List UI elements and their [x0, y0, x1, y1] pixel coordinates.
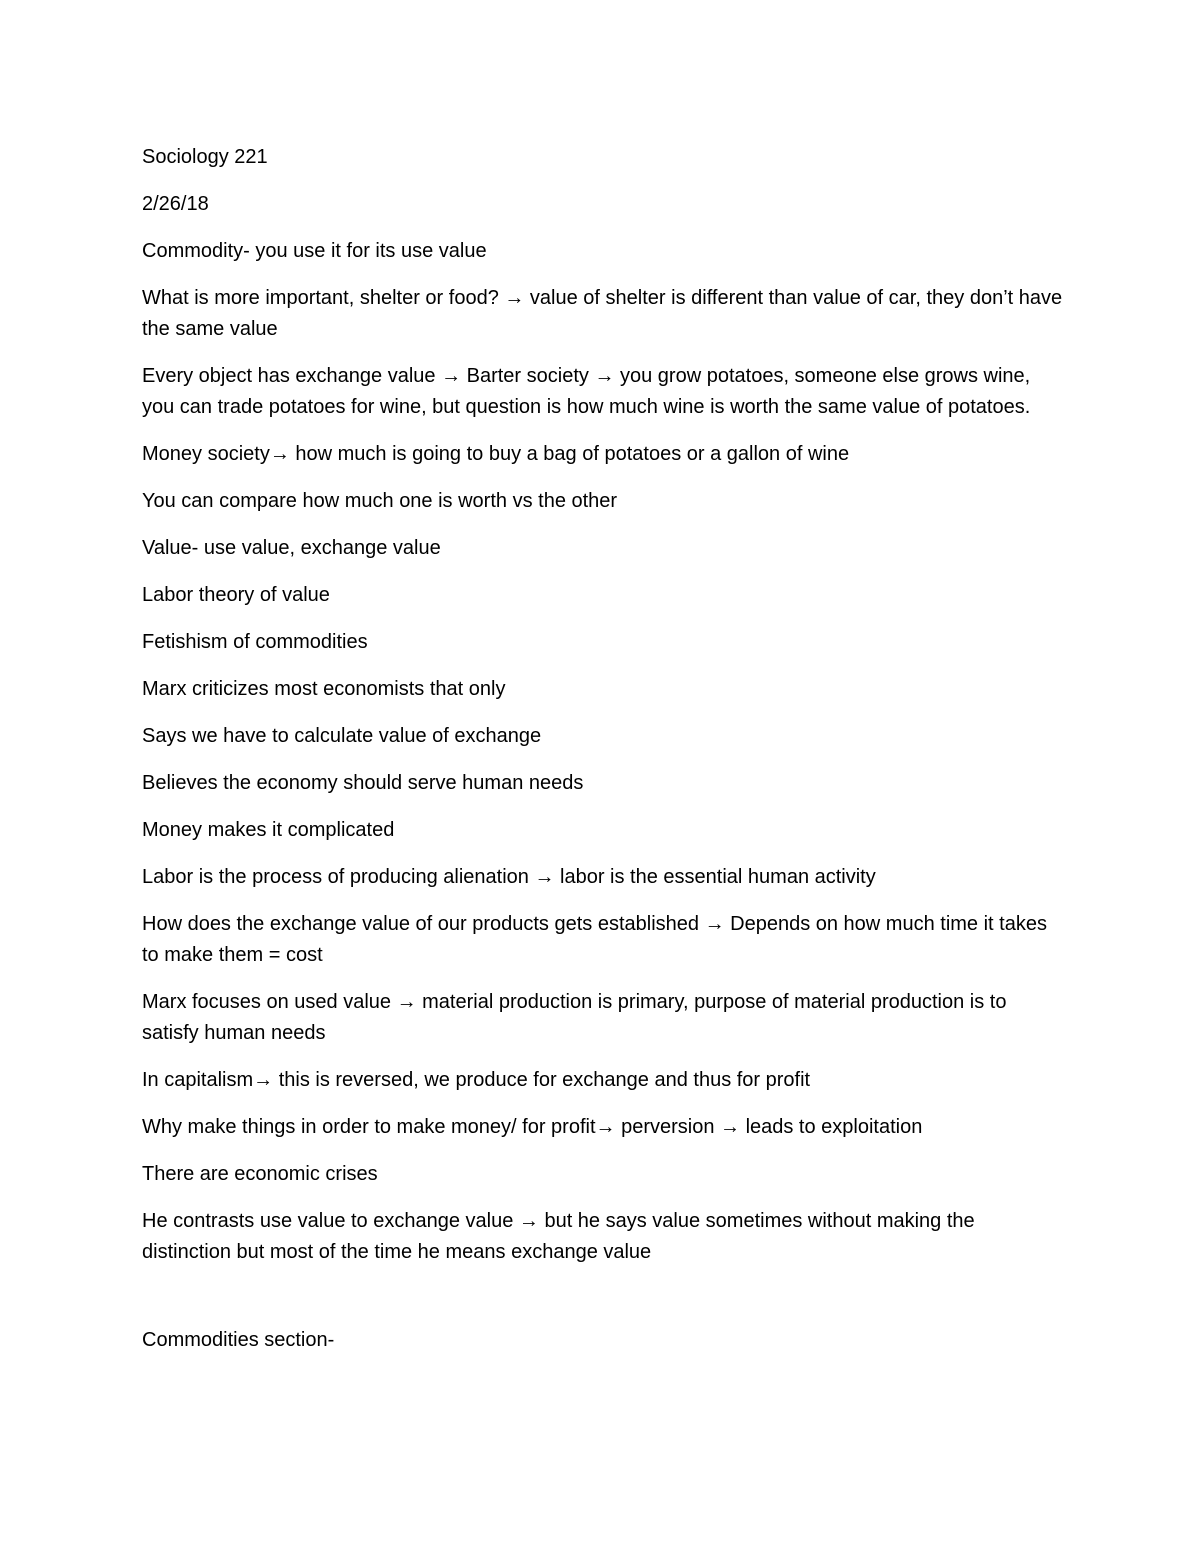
section-heading: Commodities section- — [142, 1329, 335, 1351]
note-paragraph: Labor is the process of producing alienation → labor is the essential human activity — [142, 866, 876, 888]
note-paragraph: You can compare how much one is worth vs the other — [142, 490, 618, 512]
note-paragraph: Marx criticizes most economists that only — [142, 678, 506, 700]
note-date: 2/26/18 — [142, 193, 209, 215]
note-paragraph: Commodity- you use it for its use value — [142, 240, 487, 262]
note-paragraph: Fetishism of commodities — [142, 631, 368, 653]
note-paragraph: In capitalism→ this is reversed, we produce for exchange and thus for profit — [142, 1069, 811, 1091]
note-paragraph: There are economic crises — [142, 1163, 378, 1185]
note-paragraph: How does the exchange value of our products gets established → Depends on how much time it takes to make them = cost — [142, 913, 1053, 966]
note-paragraph: Marx focuses on used value → material production is primary, purpose of material production is to satisfy human needs — [142, 991, 1013, 1044]
note-paragraph: Says we have to calculate value of exchange — [142, 725, 542, 747]
note-paragraph: Believes the economy should serve human needs — [142, 772, 584, 794]
note-paragraph: He contrasts use value to exchange value → but he says value sometimes without making the distinction but most of the time he means exchange value — [142, 1210, 981, 1263]
note-paragraph: Money makes it complicated — [142, 819, 395, 841]
document-page — [142, 142, 1067, 1372]
note-paragraph: Labor theory of value — [142, 584, 330, 606]
note-paragraph: Money society→ how much is going to buy a bag of potatoes or a gallon of wine — [142, 443, 850, 465]
course-title: Sociology 221 — [142, 146, 268, 168]
note-paragraph: Why make things in order to make money/ for profit→ perversion → leads to exploitation — [142, 1116, 923, 1138]
blank-line — [142, 1284, 1067, 1325]
note-paragraph: What is more important, shelter or food? → value of shelter is different than value of car, they don’t have the same value — [142, 287, 1068, 340]
note-paragraph: Value- use value, exchange value — [142, 537, 441, 559]
note-paragraph: Every object has exchange value → Barter society → you grow potatoes, someone else grows wine, you can trade potatoes for wine, but question is how much wine is worth the same value of potatoes. — [142, 365, 1036, 418]
